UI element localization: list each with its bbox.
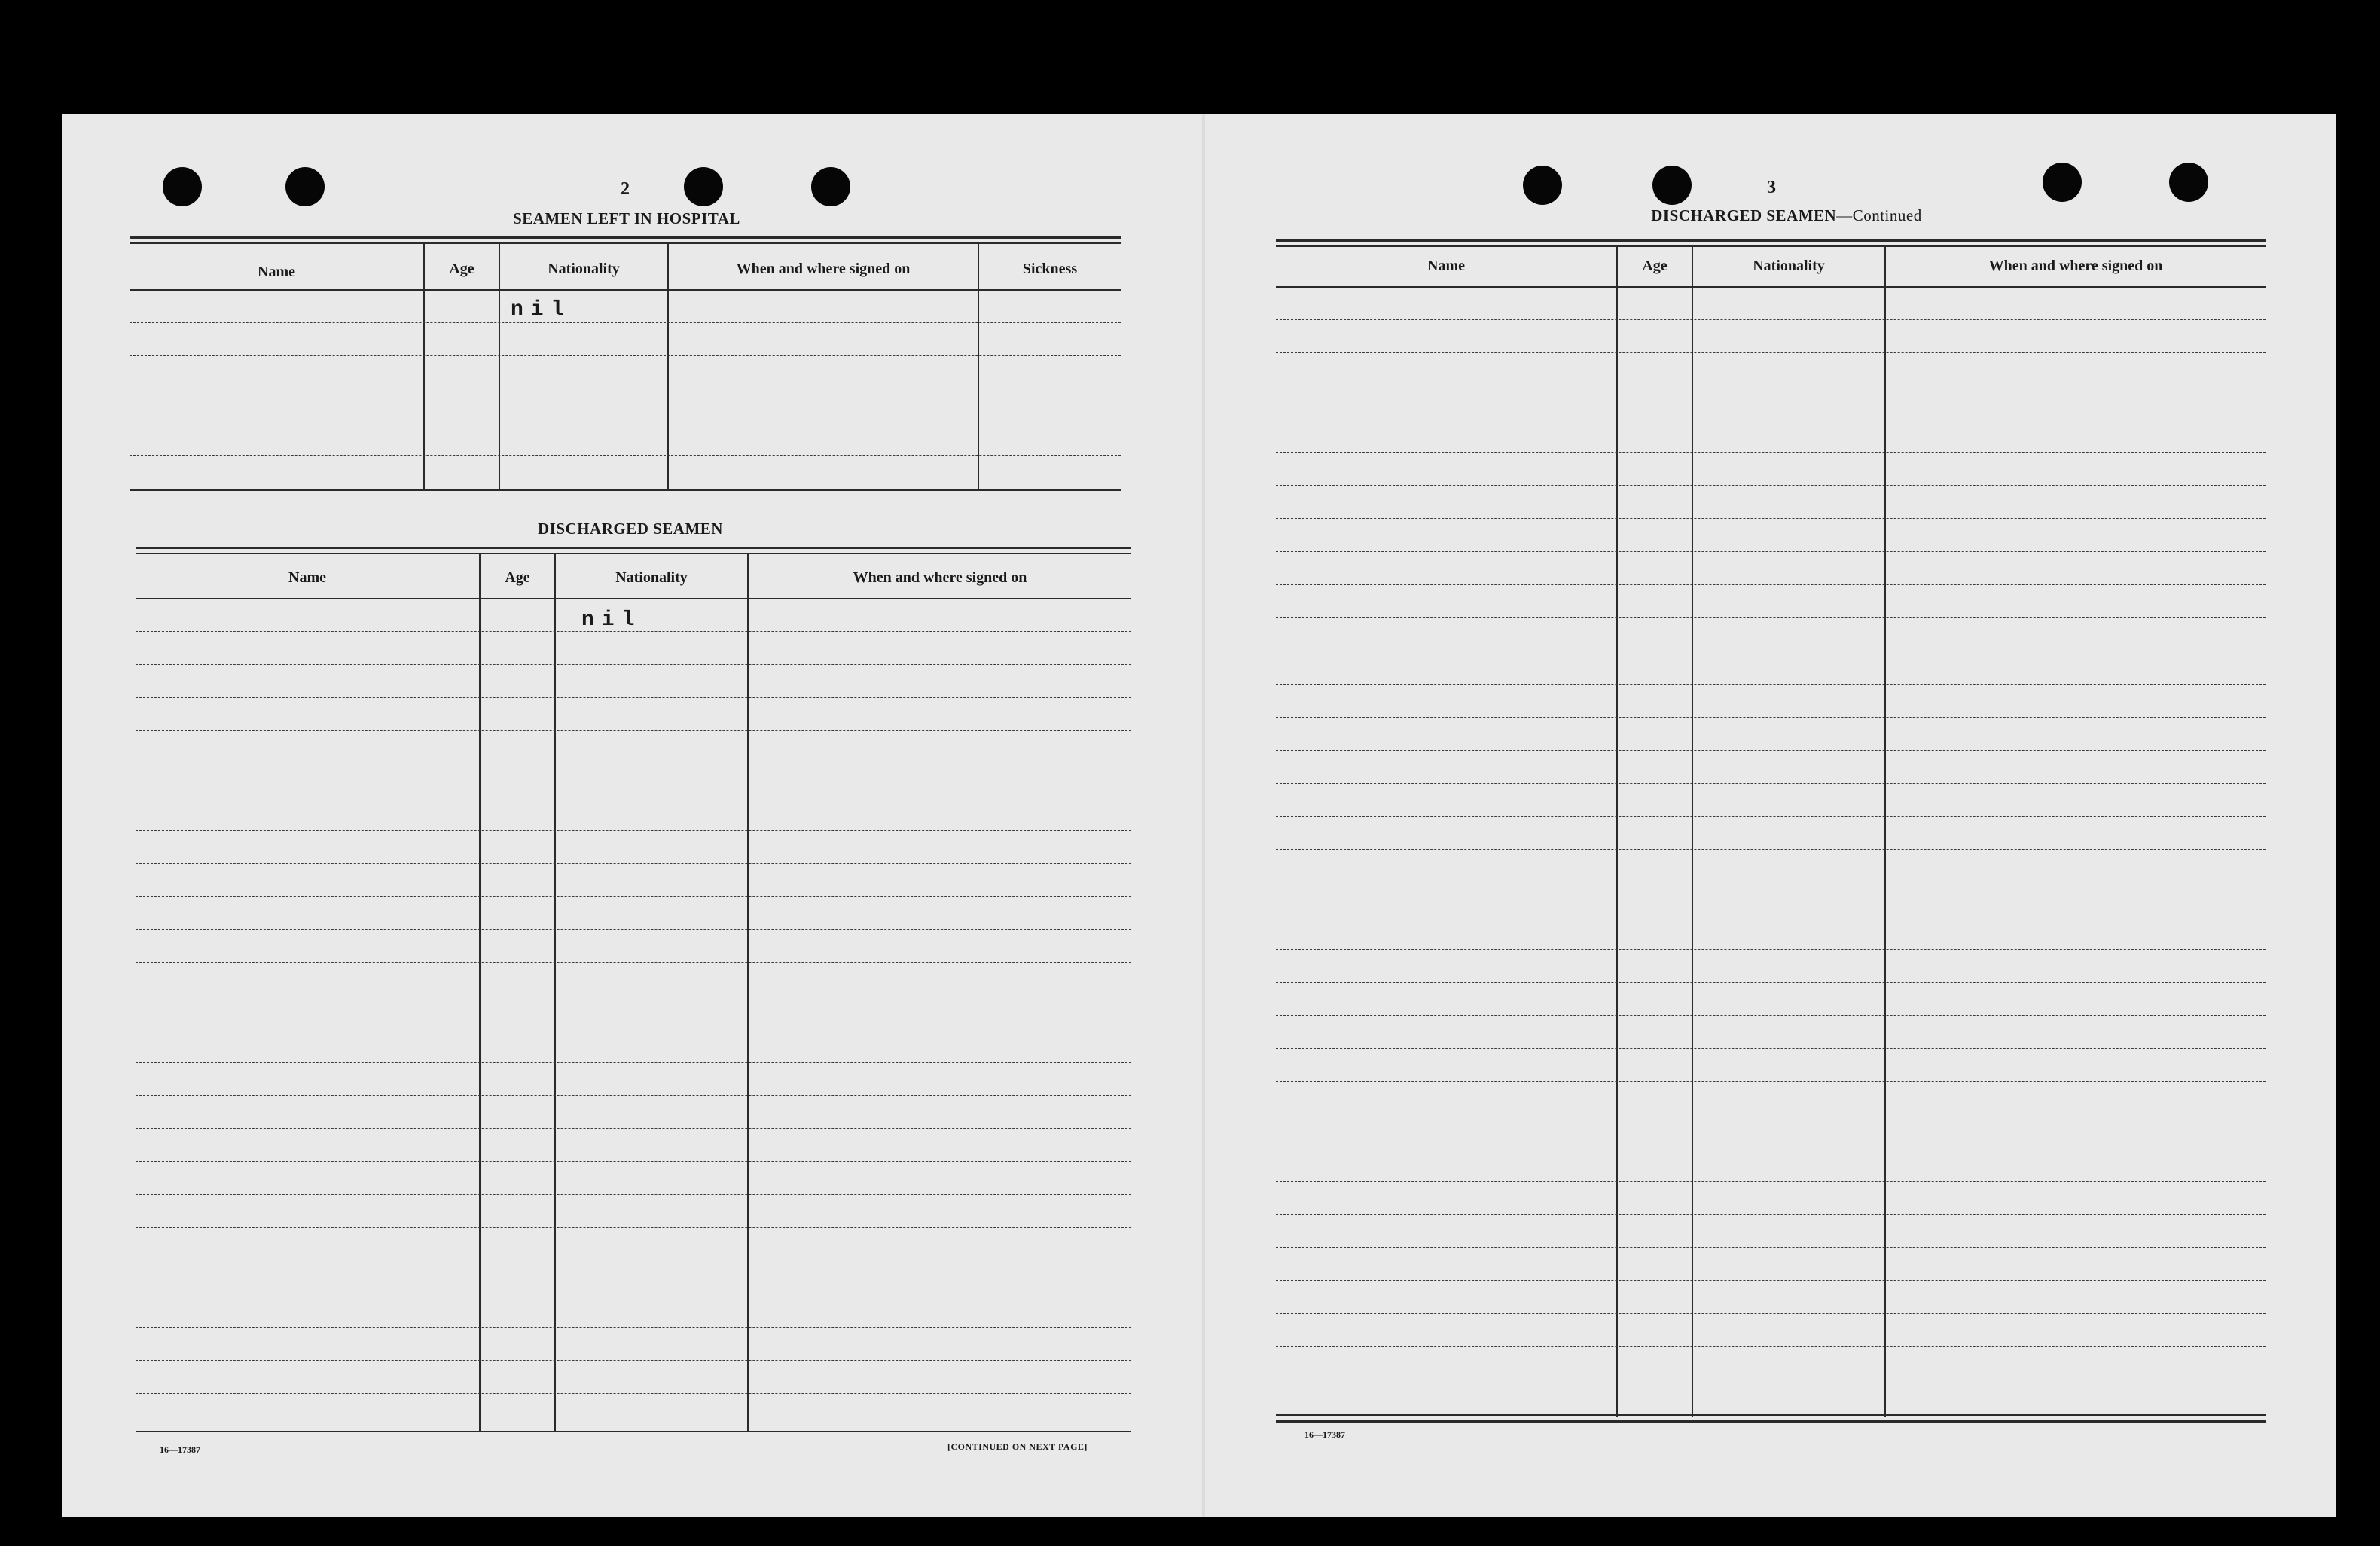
discharged-table [136, 547, 1131, 1435]
discharged-continued-table [1276, 239, 2266, 1535]
title-main: DISCHARGED SEAMEN [1651, 206, 1837, 224]
punch-hole [1523, 166, 1562, 205]
hospital-nationality-entry: nil [511, 298, 572, 322]
column-header: Name [288, 569, 326, 586]
discharged-section-title: DISCHARGED SEAMEN [538, 520, 723, 538]
column-header: Name [258, 264, 295, 280]
punch-hole [2043, 163, 2082, 202]
punch-hole [811, 167, 850, 206]
column-header: Name [1427, 258, 1465, 274]
column-header: Age [1642, 258, 1668, 274]
column-header: Nationality [548, 261, 620, 277]
continued-note: [CONTINUED ON NEXT PAGE] [947, 1441, 1088, 1452]
column-header: Nationality [1753, 258, 1825, 274]
discharged-continued-title [1267, 206, 2306, 225]
title-suffix: —Continued [1836, 206, 1922, 224]
form-number: 16—17387 [1304, 1429, 1345, 1440]
page-number: 3 [1767, 178, 1776, 197]
punch-hole [2169, 163, 2208, 202]
punch-hole [163, 167, 202, 206]
column-header: When and where signed on [1988, 258, 2163, 274]
column-header: Sickness [1022, 261, 1078, 277]
column-header: Age [505, 569, 530, 586]
column-header: When and where signed on [736, 261, 911, 277]
form-number: 16—17387 [160, 1444, 200, 1455]
column-header: Nationality [615, 569, 688, 586]
punch-hole [285, 167, 325, 206]
document-sheet [62, 114, 2336, 1517]
discharged-nationality-entry: nil [581, 608, 642, 632]
hospital-table [130, 236, 1121, 492]
hospital-section-title: SEAMEN LEFT IN HOSPITAL [513, 209, 740, 227]
column-header: When and where signed on [853, 569, 1027, 586]
punch-hole [684, 167, 723, 206]
page-number: 2 [621, 179, 630, 199]
page-fold [1202, 114, 1205, 1517]
column-header: Age [449, 261, 474, 277]
punch-hole [1652, 166, 1692, 205]
